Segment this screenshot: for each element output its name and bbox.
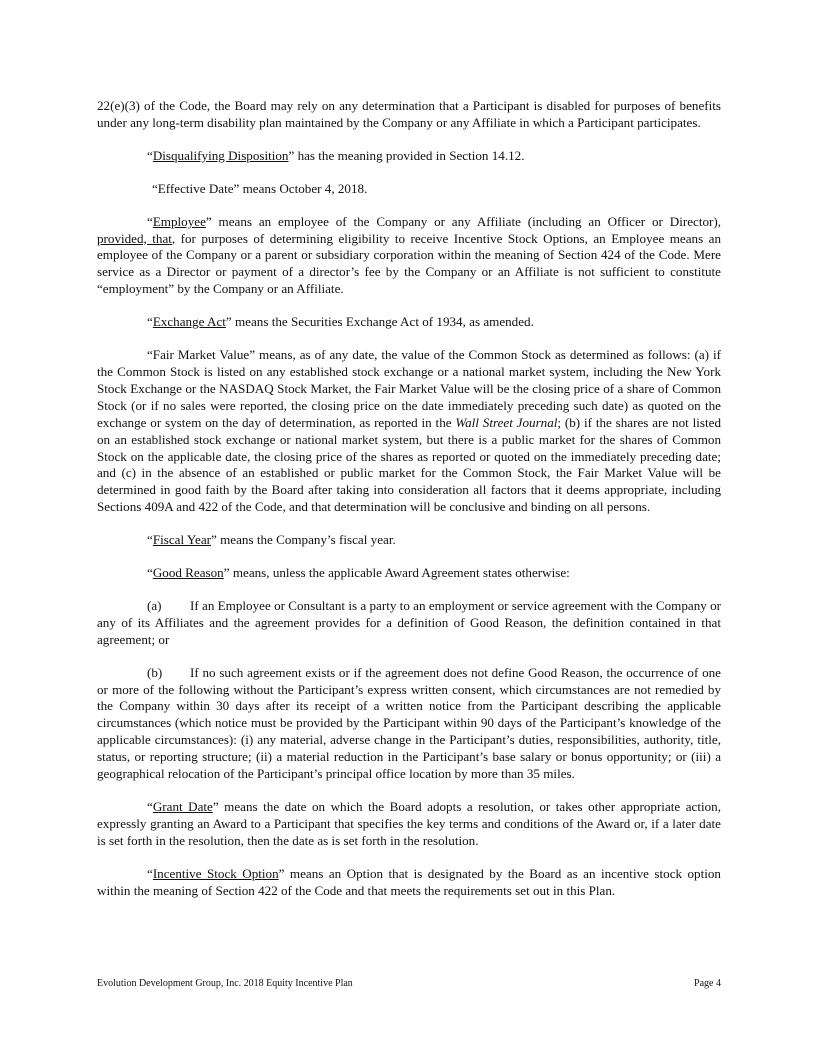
page-number: Page 4: [694, 978, 721, 989]
definition-incentive-stock-option: “Incentive Stock Option” means an Option that is designated by the Board as an incentive stock option within the meaning of Section 422 of the Code and that meets the requirements set out in this Plan.: [97, 865, 721, 898]
definition-fair-market-value: “Fair Market Value” means, as of any date, the value of the Common Stock as determined as follows: (a) if the Common Stock is listed on any established stock exchange or a national market system, including the New York Stock Exchange or the NASDAQ Stock Market, the Fair Market Value will be the closing price of a share of Common Stock (or if no sales were reported, the closing price on the date immediately preceding such date) as quoted on the exchange or system on the day of determination, as reported in the Wall Street Journal; (b) if the shares are not listed on an established stock exchange or national market system, but there is a public market for the shares of Common Stock on the applicable date, the closing price of the shares as reported or quoted on the immediately preceding date; and (c) in the absence of an established or public market for the Common Stock, the Fair Market Value will be determined in good faith by the Board after taking into consideration all factors that it deems appropriate, including Sections 409A and 422 of the Code, and that determination will be conclusive and binding on all persons.: [97, 347, 721, 515]
good-reason-clause-b: (b) If no such agreement exists or if the agreement does not define Good Reason, the occurrence of one or more of the following without the Participant’s express written consent, which circumstances are not remedied by the Company within 30 days after its receipt of a written notice from the Participant describing the applicable circumstances (which notice must be provided by the Participant within 90 days of the Participant’s knowledge of the applicable circumstances): (i) any material, adverse change in the Participant’s duties, responsibilities, authority, title, status, or reporting structure; (ii) a material reduction in the Participant’s base salary or bonus opportunity; or (iii) a geographical relocation of the Participant’s principal office location by more than 35 miles.: [97, 664, 721, 782]
definition-good-reason: “Good Reason” means, unless the applicable Award Agreement states otherwise:: [147, 565, 570, 581]
footer-plan-title: Evolution Development Group, Inc. 2018 Equity Incentive Plan: [97, 978, 353, 989]
document-page: [97, 98, 721, 916]
term-fiscal-year: Fiscal Year: [152, 532, 212, 548]
paragraph-disability-continued: 22(e)(3) of the Code, the Board may rely on any determination that a Participant is disabled for purposes of benefits under any long-term disability plan maintained by the Company or any Affiliate in which a Participant participates.: [97, 98, 721, 130]
term-grant-date: Grant Date: [152, 799, 213, 814]
good-reason-clause-a: (a) If an Employee or Consultant is a party to an employment or service agreement with the Company or any of its Affiliates and the agreement provides for a definition of Good Reason, the definition contained in that agreement; or: [97, 597, 721, 647]
clause-a-label: (a): [147, 597, 162, 613]
term-disqualifying-disposition: Disqualifying Disposition: [152, 147, 289, 163]
definition-employee: “Employee” means an employee of the Company or any Affiliate (including an Officer or Director), provided, that, for purposes of determining eligibility to receive Incentive Stock Options, an Employee means an employee of the Company or a parent or subsidiary corporation within the meaning of Section 424 of the Code. Mere service as a Director or payment of a director’s fee by the Company or an Affiliate is not sufficient to constitute “employment” by the Company or an Affiliate.: [97, 213, 721, 297]
definition-effective-date: “Effective Date” means October 4, 2018.: [152, 180, 368, 196]
term-incentive-stock-option: Incentive Stock Option: [152, 865, 279, 881]
provided-that: provided, that: [97, 230, 172, 246]
wall-street-journal: Wall Street Journal: [455, 414, 558, 430]
definition-fiscal-year: “Fiscal Year” means the Company’s fiscal year.: [147, 532, 396, 548]
page-footer: [97, 978, 721, 989]
term-employee: Employee: [152, 213, 206, 229]
clause-b-label: (b): [147, 664, 163, 680]
definition-grant-date: “Grant Date” means the date on which the Board adopts a resolution, or takes other appropriate action, expressly granting an Award to a Participant that specifies the key terms and conditions of the Award or, if a later date is set forth in the resolution, then the date as is set forth in the resolution.: [97, 799, 721, 848]
term-exchange-act: Exchange Act: [152, 314, 226, 330]
term-good-reason: Good Reason: [152, 565, 224, 581]
definition-disqualifying-disposition: “Disqualifying Disposition” has the meaning provided in Section 14.12.: [147, 147, 525, 163]
definition-exchange-act: “Exchange Act” means the Securities Exchange Act of 1934, as amended.: [147, 314, 534, 330]
